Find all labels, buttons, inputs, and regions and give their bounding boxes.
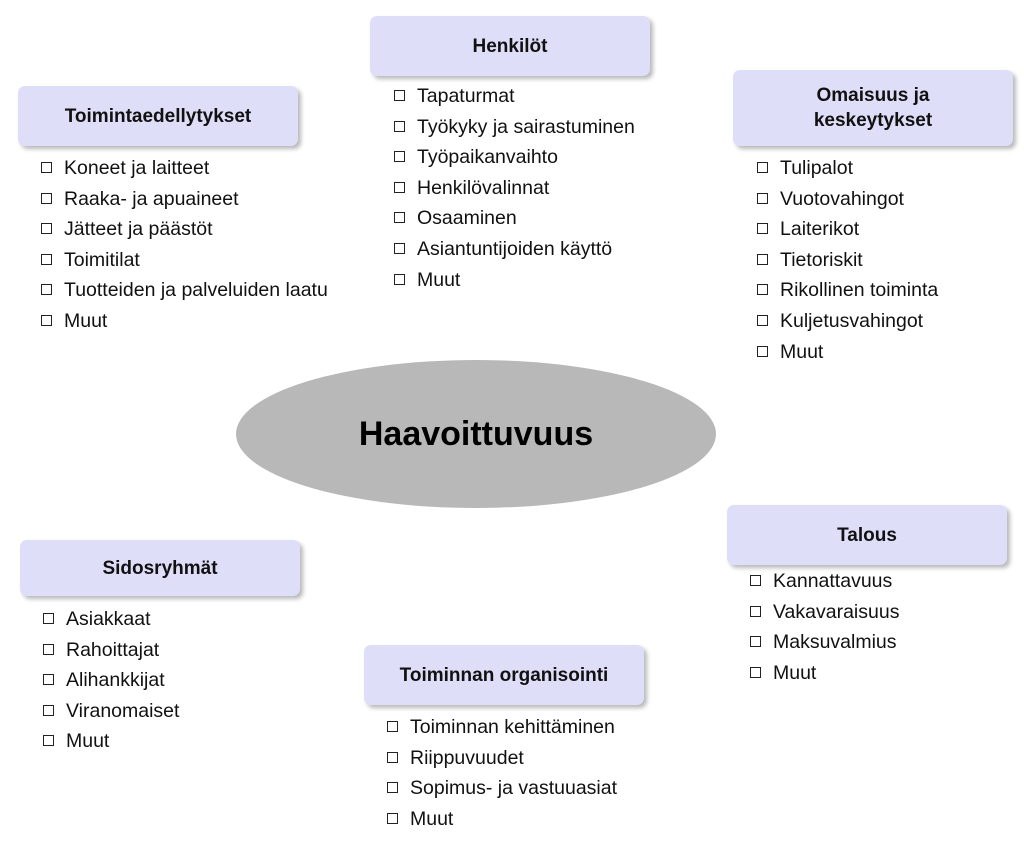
list-item: Muut bbox=[386, 804, 706, 835]
checkbox-icon[interactable] bbox=[757, 346, 768, 357]
group-title-henkilot: Henkilöt bbox=[472, 35, 548, 57]
list-item: Muut bbox=[40, 306, 340, 337]
list-item: Alihankkijat bbox=[42, 665, 292, 696]
list-item: Koneet ja laitteet bbox=[40, 153, 340, 184]
group-list-talous bbox=[749, 566, 1009, 688]
checkbox-icon[interactable] bbox=[387, 721, 398, 732]
checkbox-icon[interactable] bbox=[43, 644, 54, 655]
list-item: Vuotovahingot bbox=[756, 184, 1006, 215]
checkbox-icon[interactable] bbox=[757, 193, 768, 204]
checkbox-icon[interactable] bbox=[41, 223, 52, 234]
checkbox-icon[interactable] bbox=[750, 606, 761, 617]
checkbox-icon[interactable] bbox=[41, 315, 52, 326]
list-item: Tuotteiden ja palveluiden laatu bbox=[40, 275, 340, 306]
checkbox-icon[interactable] bbox=[750, 636, 761, 647]
group-header-toimintaedellytykset bbox=[18, 86, 298, 146]
checkbox-icon[interactable] bbox=[394, 121, 405, 132]
list-item: Tietoriskit bbox=[756, 245, 1006, 276]
checkbox-icon[interactable] bbox=[394, 243, 405, 254]
group-list-organisointi bbox=[386, 712, 706, 834]
list-item: Rahoittajat bbox=[42, 635, 292, 666]
checkbox-icon[interactable] bbox=[394, 151, 405, 162]
list-item: Muut bbox=[393, 265, 713, 296]
list-item: Laiterikot bbox=[756, 214, 1006, 245]
list-item: Vakavaraisuus bbox=[749, 597, 1009, 628]
checkbox-icon[interactable] bbox=[43, 705, 54, 716]
group-list-sidosryhmat bbox=[42, 604, 292, 757]
group-header-talous bbox=[727, 505, 1007, 565]
center-title: Haavoittuvuus bbox=[358, 414, 594, 453]
list-item: Toimitilat bbox=[40, 245, 340, 276]
list-item: Tulipalot bbox=[756, 153, 1006, 184]
checkbox-icon[interactable] bbox=[41, 193, 52, 204]
list-item: Kannattavuus bbox=[749, 566, 1009, 597]
checkbox-icon[interactable] bbox=[394, 90, 405, 101]
center-node bbox=[234, 358, 718, 510]
list-item: Tapaturmat bbox=[393, 81, 713, 112]
group-title-organisointi: Toiminnan organisointi bbox=[399, 664, 609, 686]
group-header-henkilot bbox=[370, 16, 650, 76]
list-item: Maksuvalmius bbox=[749, 627, 1009, 658]
group-header-omaisuus bbox=[733, 70, 1013, 146]
checkbox-icon[interactable] bbox=[757, 284, 768, 295]
list-item: Henkilövalinnat bbox=[393, 173, 713, 204]
checkbox-icon[interactable] bbox=[41, 162, 52, 173]
list-item: Asiantuntijoiden käyttö bbox=[393, 234, 713, 265]
checkbox-icon[interactable] bbox=[41, 254, 52, 265]
list-item: Asiakkaat bbox=[42, 604, 292, 635]
checkbox-icon[interactable] bbox=[394, 212, 405, 223]
checkbox-icon[interactable] bbox=[757, 162, 768, 173]
list-item: Jätteet ja päästöt bbox=[40, 214, 340, 245]
list-item: Riippuvuudet bbox=[386, 743, 706, 774]
checkbox-icon[interactable] bbox=[750, 575, 761, 586]
list-item: Sopimus- ja vastuuasiat bbox=[386, 773, 706, 804]
checkbox-icon[interactable] bbox=[43, 735, 54, 746]
group-title-toimintaedellytykset: Toimintaedellytykset bbox=[64, 105, 252, 127]
checkbox-icon[interactable] bbox=[757, 223, 768, 234]
group-title-talous: Talous bbox=[837, 524, 897, 546]
checkbox-icon[interactable] bbox=[43, 613, 54, 624]
checkbox-icon[interactable] bbox=[387, 813, 398, 824]
checkbox-icon[interactable] bbox=[41, 284, 52, 295]
group-title-omaisuus-line2: keskeytykset bbox=[813, 110, 933, 131]
group-header-sidosryhmat bbox=[20, 540, 300, 596]
group-list-omaisuus bbox=[756, 153, 1006, 367]
group-title-omaisuus-line1: Omaisuus ja bbox=[816, 85, 930, 106]
list-item: Työpaikanvaihto bbox=[393, 142, 713, 173]
list-item: Toiminnan kehittäminen bbox=[386, 712, 706, 743]
checkbox-icon[interactable] bbox=[757, 315, 768, 326]
group-list-toimintaedellytykset bbox=[40, 153, 340, 337]
checkbox-icon[interactable] bbox=[43, 674, 54, 685]
group-list-henkilot bbox=[393, 81, 713, 295]
checkbox-icon[interactable] bbox=[757, 254, 768, 265]
checkbox-icon[interactable] bbox=[394, 182, 405, 193]
list-item: Viranomaiset bbox=[42, 696, 292, 727]
checkbox-icon[interactable] bbox=[387, 752, 398, 763]
list-item: Kuljetusvahingot bbox=[756, 306, 1006, 337]
list-item: Raaka- ja apuaineet bbox=[40, 184, 340, 215]
list-item: Osaaminen bbox=[393, 203, 713, 234]
checkbox-icon[interactable] bbox=[750, 667, 761, 678]
checkbox-icon[interactable] bbox=[387, 782, 398, 793]
list-item: Rikollinen toiminta bbox=[756, 275, 1006, 306]
list-item: Työkyky ja sairastuminen bbox=[393, 112, 713, 143]
checkbox-icon[interactable] bbox=[394, 274, 405, 285]
list-item: Muut bbox=[42, 726, 292, 757]
list-item: Muut bbox=[756, 337, 1006, 368]
group-header-organisointi bbox=[364, 645, 644, 705]
group-title-sidosryhmat: Sidosryhmät bbox=[102, 557, 218, 579]
list-item: Muut bbox=[749, 658, 1009, 689]
